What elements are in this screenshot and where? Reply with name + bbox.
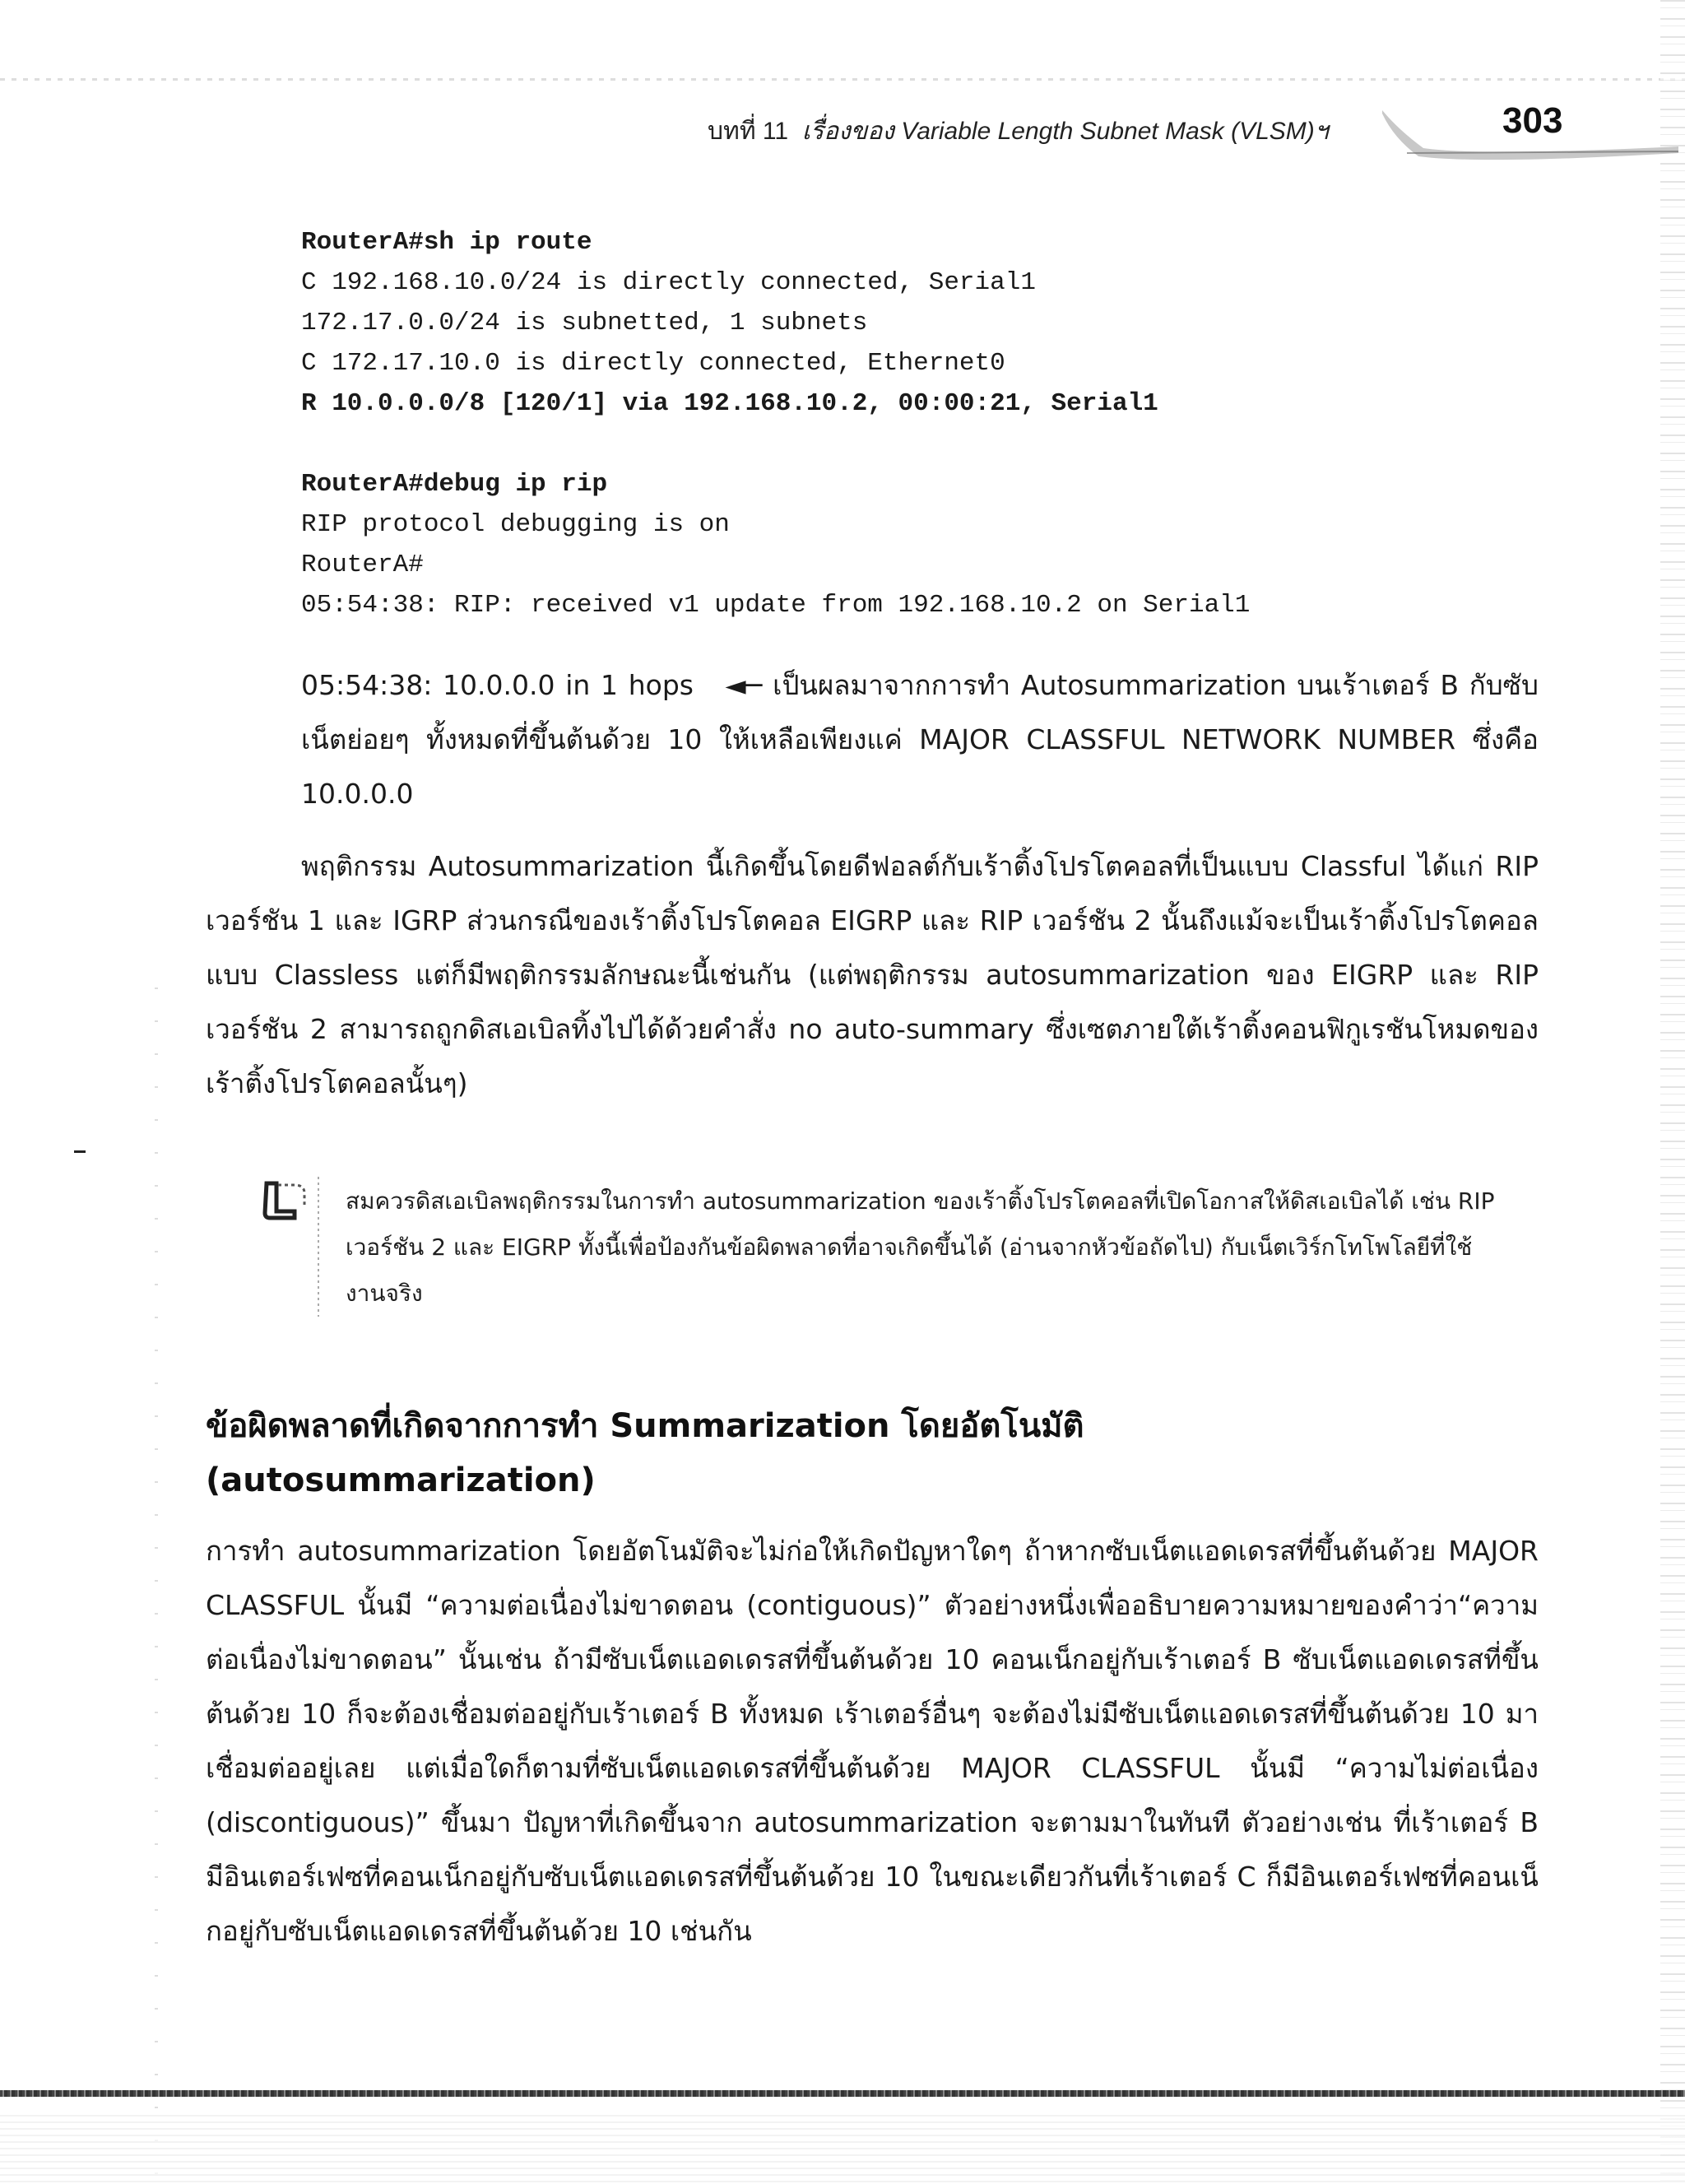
behavior-paragraph: พฤติกรรม Autosummarization นี้เกิดขึ้นโดยดีฟอลต์กับเร้าติ้งโปรโตคอลที่เป็นแบบ Classful ได้แก่ RIP เวอร์ชัน 1 และ IGRP ส่วนกรณีของเร้าติ้งโปรโตคอล EIGRP และ RIP เวอร์ชัน 2 นั้นถึงแม้จะเป็นเร้าติ้งโปรโตคอลแบบ Classless แต่ก็มีพฤติกรรมลักษณะนี้เช่นกัน (แต่พฤติกรรม autosummarization ของ EIGRP และ RIP เวอร์ชัน 2 สามารถถูกดิสเอเบิลทิ้งไปได้ด้วยคำสั่ง no auto-summary ซึ่งเซตภายใต้เร้าติ้งคอนฟิกูเรชันโหมดของเร้าติ้งโปรโตคอลนั้นๆ): [206, 850, 1539, 1099]
arrow-left-icon: ◄─: [725, 669, 763, 701]
code-line: C 192.168.10.0/24 is directly connected, Serial1: [301, 268, 1036, 297]
margin-mark: [74, 1150, 86, 1153]
running-head: [708, 112, 1329, 151]
scan-edge-left: [155, 987, 158, 2181]
section-heading-line1: ข้อผิดพลาดที่เกิดจากการทำ Summarization โดยอัตโนมัติ: [206, 1407, 1084, 1445]
body-paragraph: การทำ autosummarization โดยอัตโนมัติจะไม่ก่อให้เกิดปัญหาใดๆ ถ้าหากซับเน็ตแอดเดรสที่ขึ้นต้นด้วย MAJOR CLASSFUL นั้นมี “ความต่อเนื่องไม่ขาดตอน (contiguous)” ตัวอย่างหนึ่งเพื่ออธิบายความหมายของคำว่า“ความต่อเนื่องไม่ขาดตอน” นั้นเช่น ถ้ามีซับเน็ตแอดเดรสที่ขึ้นต้นด้วย 10 คอนเน็กอยู่กับเร้าเตอร์ B ซับเน็ตแอดเดรสที่ขึ้นต้นด้วย 10 ก็จะต้องเชื่อมต่ออยู่กับเร้าเตอร์ B ทั้งหมด เร้าเตอร์อื่นๆ จะต้องไม่มีซับเน็ตแอดเดรสที่ขึ้นต้นด้วย 10 มาเชื่อมต่ออยู่เลย แต่เมื่อใดก็ตามที่ซับเน็ตแอดเดรสที่ขึ้นต้นด้วย MAJOR CLASSFUL นั้นมี “ความไม่ต่อเนื่อง (discontiguous)” ขึ้นมา ปัญหาที่เกิดขึ้นจาก autosummarization จะตามมาในทันที ตัวอย่างเช่น ที่เร้าเตอร์ B มีอินเตอร์เฟซที่คอนเน็กอยู่กับซับเน็ตแอดเดรสที่ขึ้นต้นด้วย 10 ในขณะเดียวกันที่เร้าเตอร์ C ก็มีอินเตอร์เฟซที่คอนเน็กอยู่กับซับเน็ตแอดเดรสที่ขึ้นต้นด้วย 10 เช่นกัน: [206, 1535, 1539, 1947]
chapter-prefix: บทที่ 11: [708, 118, 789, 145]
scan-edge-bottom: [0, 2090, 1685, 2097]
code-block: [301, 222, 1250, 625]
scan-edge-top: [0, 78, 1685, 81]
code-line: RouterA#sh ip route: [301, 228, 592, 257]
code-line: RouterA#: [301, 551, 424, 579]
page-number: 303: [1502, 100, 1563, 141]
hops-lead: 05:54:38: 10.0.0.0 in 1 hops: [301, 669, 694, 701]
hops-paragraph: [301, 658, 1539, 821]
note-hand-icon: [262, 1175, 311, 1224]
code-line: RouterA#debug ip rip: [301, 470, 608, 499]
note-rule: [318, 1177, 319, 1317]
code-line: RIP protocol debugging is on: [301, 510, 730, 539]
code-line: 172.17.0.0/24 is subnetted, 1 subnets: [301, 309, 868, 337]
code-line: C 172.17.10.0 is directly connected, Ethernet0: [301, 349, 1005, 378]
code-line: 05:54:38: RIP: received v1 update from 192.168.10.2 on Serial1: [301, 591, 1251, 620]
section-heading-line2: (autosummarization): [206, 1461, 596, 1499]
note-text: สมควรดิสเอเบิลพฤติกรรมในการทำ autosummarization ของเร้าติ้งโปรโตคอลที่เปิดโอกาสให้ดิสเอเบิลได้ เช่น RIP เวอร์ชัน 2 และ EIGRP ทั้งนี้เพื่อป้องกันข้อผิดพลาดที่อาจเกิดขึ้นได้ (อ่านจากหัวข้อถัดไป) กับเน็ตเวิร์กโทโพโลยีที่ใช้งานจริง: [346, 1187, 1495, 1307]
chapter-title: เรื่องของ Variable Length Subnet Mask (VLSM)ฯ: [801, 118, 1329, 145]
code-line: R 10.0.0.0/8 [120/1] via 192.168.10.2, 00:00:21, Serial1: [301, 389, 1158, 418]
hops-text: เป็นผลมาจากการทำ Autosummarization บนเร้าเตอร์ B กับซับเน็ตย่อยๆ ทั้งหมดที่ขึ้นต้นด้วย 10 ให้เหลือเพียงแค่ MAJOR CLASSFUL NETWORK NUMBER ซึ่งคือ 10.0.0.0: [301, 669, 1539, 810]
scan-edge-right: [1660, 0, 1685, 2184]
code-gap: [301, 424, 1250, 464]
section-heading: [206, 1399, 1522, 1508]
scan-edge-bottom-noise: [0, 2115, 1685, 2184]
